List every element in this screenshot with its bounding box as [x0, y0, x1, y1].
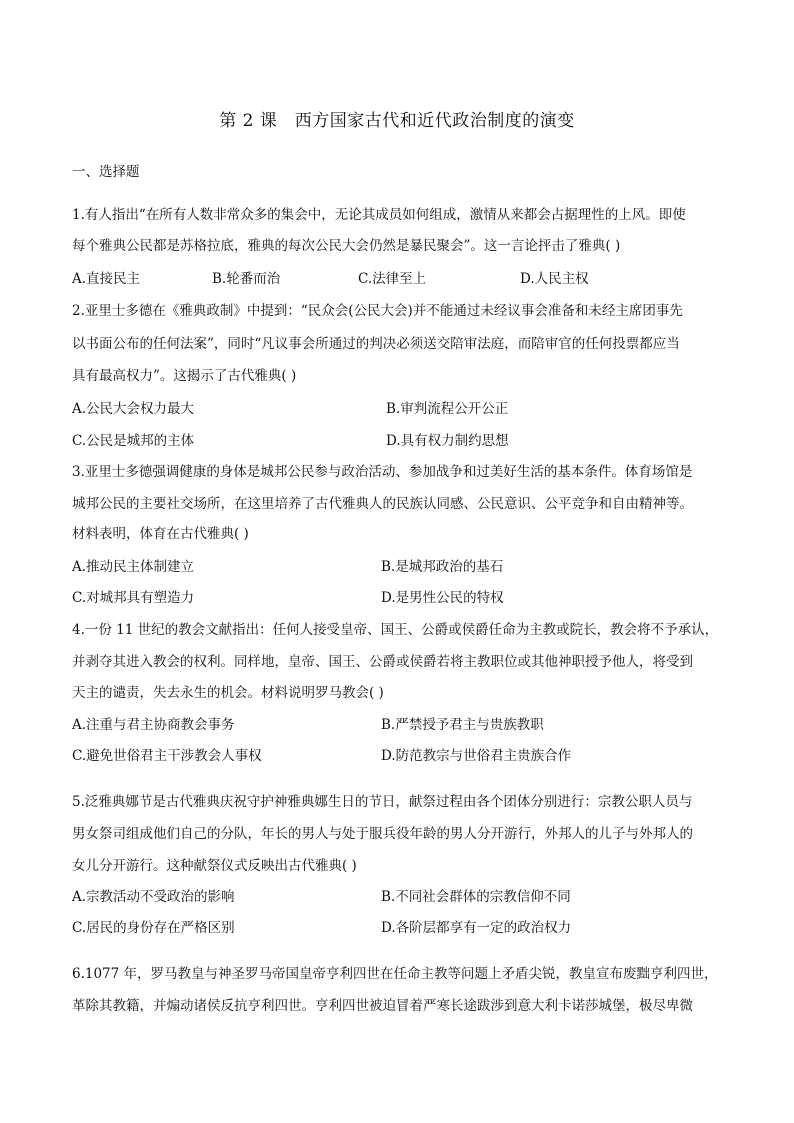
question-1-option-d: D.人民主权 — [520, 271, 589, 287]
question-5-option-b: B.不同社会群体的宗教信仰不同 — [381, 889, 571, 905]
question-4-line-1: 4.一份 11 世纪的教会文献指出：任何人接受皇帝、国王、公爵或侯爵任命为主教或院长，教会将不予承认， — [72, 622, 719, 638]
question-3-option-c: C.对城邦具有塑造力 — [72, 590, 195, 606]
question-1-line-2: 每个雅典公民都是苏格拉底，雅典的每次公民大会仍然是暴民聚会”。这一言论抨击了雅典( ) — [72, 238, 621, 254]
question-6-line-2: 革除其教籍，并煽动诸侯反抗亨利四世。亨利四世被迫冒着严寒长途跋涉到意大利卡诺莎城堡，极尽卑微 — [72, 998, 693, 1014]
question-2-option-a: A.公民大会权力最大 — [72, 401, 195, 417]
question-4-option-b: B.严禁授予君主与贵族教职 — [381, 717, 544, 733]
question-3-line-1: 3.亚里士多德强调健康的身体是城邦公民参与政治活动、参加战争和过美好生活的基本条件。体育场馆是 — [72, 464, 693, 480]
question-2-line-2: 以书面公布的任何法案”，同时“凡议事会所通过的判决必须送交陪审法庭，而陪审官的任何投票都应当 — [72, 336, 680, 352]
question-1-option-a: A.直接民主 — [72, 271, 141, 287]
question-1-option-c: C.法律至上 — [358, 271, 427, 287]
question-2-option-b: B.审判流程公开公正 — [386, 401, 509, 417]
question-3-option-b: B.是城邦政治的基石 — [381, 559, 504, 575]
question-6-line-1: 6.1077 年，罗马教皇与神圣罗马帝国皇帝亨利四世在任命主教等问题上矛盾尖锐，教皇宣布废黜亨利四世， — [72, 966, 718, 982]
question-3-line-3: 材料表明，体育在古代雅典( ) — [72, 526, 249, 542]
question-1-line-1: 1.有人指出“在所有人数非常众多的集会中，无论其成员如何组成，激情从来都会占据理性的上风。即使 — [72, 207, 686, 223]
question-4-option-c: C.避免世俗君主干涉教会人事权 — [72, 748, 262, 764]
question-4-line-3: 天主的谴责，失去永生的机会。材料说明罗马教会( ) — [72, 685, 384, 701]
question-2-option-d: D.具有权力制约思想 — [386, 433, 509, 449]
question-2-line-3: 具有最高权力”。这揭示了古代雅典( ) — [72, 368, 297, 384]
question-5-option-d: D.各阶层都享有一定的政治权力 — [381, 920, 572, 936]
question-4-option-d: D.防范教宗与世俗君主贵族合作 — [381, 748, 572, 764]
question-4-option-a: A.注重与君主协商教会事务 — [72, 717, 235, 733]
question-2-line-1: 2.亚里士多德在《雅典政制》中提到：“民众会(公民大会)并不能通过未经议事会准备和未经主席团事先 — [72, 303, 683, 319]
question-1-option-b: B.轮番而治 — [212, 271, 281, 287]
question-3-option-a: A.推动民主体制建立 — [72, 559, 195, 575]
question-5-option-c: C.居民的身份存在严格区别 — [72, 920, 235, 936]
question-3-line-2: 城邦公民的主要社交场所，在这里培养了古代雅典人的民族认同感、公民意识、公平竞争和自由精神等。 — [72, 496, 693, 512]
page-title: 第 2 课 西方国家古代和近代政治制度的演变 — [219, 111, 575, 131]
question-4-line-2: 并剥夺其进入教会的权利。同样地，皇帝、国王、公爵或侯爵若将主教职位或其他神职授予他人，将受到 — [72, 654, 693, 670]
question-5-option-a: A.宗教活动不受政治的影响 — [72, 889, 235, 905]
question-3-option-d: D.是男性公民的特权 — [381, 590, 504, 606]
question-5-line-1: 5.泛雅典娜节是古代雅典庆祝守护神雅典娜生日的节日，献祭过程由各个团体分别进行：宗教公职人员与 — [72, 794, 693, 810]
section-heading: 一、选择题 — [72, 164, 140, 180]
question-5-line-3: 女儿分开游行。这种献祭仪式反映出古代雅典( ) — [72, 858, 357, 874]
question-2-option-c: C.公民是城邦的主体 — [72, 433, 195, 449]
question-5-line-2: 男女祭司组成他们自己的分队，年长的男人与处于服兵役年龄的男人分开游行，外邦人的儿子与外邦人的 — [72, 826, 693, 842]
